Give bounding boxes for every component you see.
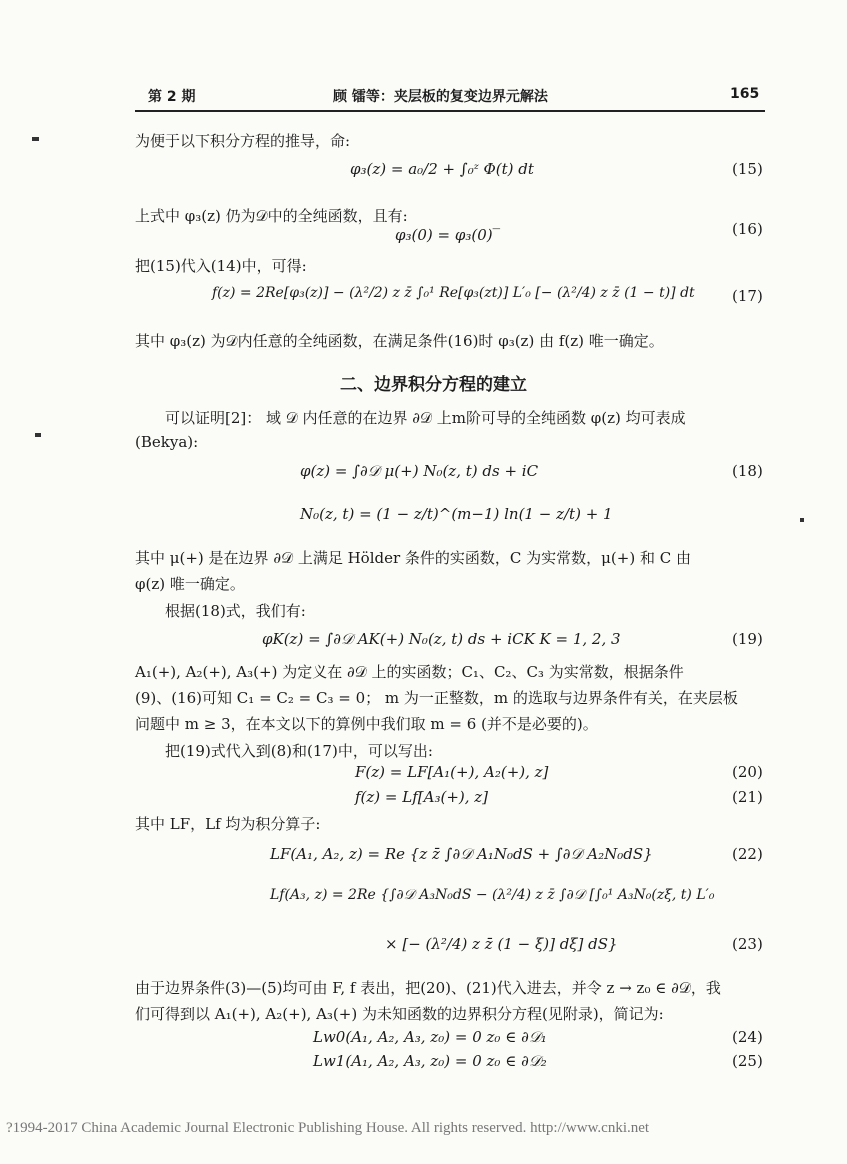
equation-18b: N₀(z, t) = (1 − z/t)^(m−1) ln(1 − z/t) + 1 — [300, 505, 613, 523]
equation-24: Lw0(A₁, A₂, A₃, z₀) = 0 z₀ ∈ ∂𝒟₁ — [313, 1028, 547, 1046]
equation-number-25: (25) — [732, 1052, 763, 1070]
text-line: 问题中 m ≥ 3，在本文以下的算例中我们取 m = 6 (并不是必要的)。 — [135, 715, 598, 733]
equation-22: LF(A₁, A₂, z) = Re {z z̄ ∫∂𝒟 A₁N₀dS + ∫∂𝒟 A₂N₀dS} — [270, 845, 653, 863]
equation-15: φ₃(z) = a₀/2 + ∫₀ᶻ Φ(t) dt — [350, 160, 534, 178]
text-line: 其中 φ₃(z) 为𝒟内任意的全纯函数，在满足条件(16)时 φ₃(z) 由 f(z) 唯一确定。 — [135, 332, 664, 350]
text-line: 上式中 φ₃(z) 仍为𝒟中的全纯函数，且有: — [135, 207, 408, 225]
text-line: 为便于以下积分方程的推导，命: — [135, 132, 351, 150]
equation-number-20: (20) — [732, 763, 763, 781]
text-line: 把(19)式代入到(8)和(17)中，可以写出: — [165, 742, 433, 760]
text-line: 们可得到以 A₁(+), A₂(+), A₃(+) 为未知函数的边界积分方程(见附录)，简记为: — [135, 1005, 664, 1023]
text-line: 可以证明[2]： 域 𝒟 内任意的在边界 ∂𝒟 上m阶可导的全纯函数 φ(z) 均可表成 — [165, 409, 686, 427]
scan-speck — [35, 433, 41, 437]
equation-19: φK(z) = ∫∂𝒟 AK(+) N₀(z, t) ds + iCK K = 1, 2, 3 — [262, 630, 621, 648]
text-line: φ(z) 唯一确定。 — [135, 575, 245, 593]
text-line: A₁(+), A₂(+), A₃(+) 为定义在 ∂𝒟 上的实函数；C₁、C₂、C₃ 为实常数，根据条件 — [135, 663, 684, 681]
equation-number-23: (23) — [732, 935, 763, 953]
scan-speck — [32, 137, 39, 141]
header-rule — [135, 110, 765, 112]
copyright-footer: ?1994-2017 China Academic Journal Electronic Publishing House. All rights reserved. http://www.cnki.net — [6, 1120, 650, 1136]
equation-20: F(z) = LF[A₁(+), A₂(+), z] — [355, 763, 549, 781]
equation-17: f(z) = 2Re[φ₃(z)] − (λ²/2) z z̄ ∫₀¹ Re[φ₃(zt)] L′₀ [− (λ²/4) z z̄ (1 − t)] dt — [212, 285, 695, 301]
equation-23-line2: × [− (λ²/4) z z̄ (1 − ξ)] dξ] dS} — [385, 935, 618, 953]
equation-number-18: (18) — [732, 462, 763, 480]
equation-number-22: (22) — [732, 845, 763, 863]
equation-18: φ(z) = ∫∂𝒟 μ(+) N₀(z, t) ds + iC — [300, 462, 539, 480]
text-line: 把(15)代入(14)中，可得: — [135, 257, 307, 275]
text-line: 其中 LF，Lf 均为积分算子: — [135, 815, 321, 833]
text-line: 由于边界条件(3)—(5)均可由 F, f 表出，把(20)、(21)代入进去，并令 z → z₀ ∈ ∂𝒟，我 — [135, 979, 721, 997]
equation-23-line1: Lf(A₃, z) = 2Re {∫∂𝒟 A₃N₀dS − (λ²/4) z z̄ ∫∂𝒟 [∫₀¹ A₃N₀(zξ, t) L′₀ — [270, 887, 715, 903]
issue-number: 第 2 期 — [148, 89, 196, 105]
running-title: 顾 镭等：夹层板的复变边界元解法 — [333, 89, 548, 105]
section-heading: 二、边界积分方程的建立 — [340, 375, 527, 395]
text-line: (9)、(16)可知 C₁ = C₂ = C₃ = 0； m 为一正整数，m 的选取与边界条件有关，在夹层板 — [135, 689, 738, 707]
equation-25: Lw1(A₁, A₂, A₃, z₀) = 0 z₀ ∈ ∂𝒟₂ — [313, 1052, 547, 1070]
equation-number-17: (17) — [732, 287, 763, 305]
equation-number-19: (19) — [732, 630, 763, 648]
text-line: 根据(18)式，我们有: — [165, 602, 306, 620]
equation-16: φ₃(0) = φ₃(0)‾ — [395, 226, 501, 244]
equation-number-16: (16) — [732, 220, 763, 238]
text-line: (Bekya): — [135, 433, 199, 451]
equation-number-24: (24) — [732, 1028, 763, 1046]
equation-number-15: (15) — [732, 160, 763, 178]
equation-21: f(z) = Lf[A₃(+), z] — [355, 788, 489, 806]
page-number: 165 — [730, 86, 760, 102]
equation-number-21: (21) — [732, 788, 763, 806]
scan-speck — [800, 518, 804, 522]
text-line: 其中 μ(+) 是在边界 ∂𝒟 上满足 Hölder 条件的实函数，C 为实常数，μ(+) 和 C 由 — [135, 549, 691, 567]
